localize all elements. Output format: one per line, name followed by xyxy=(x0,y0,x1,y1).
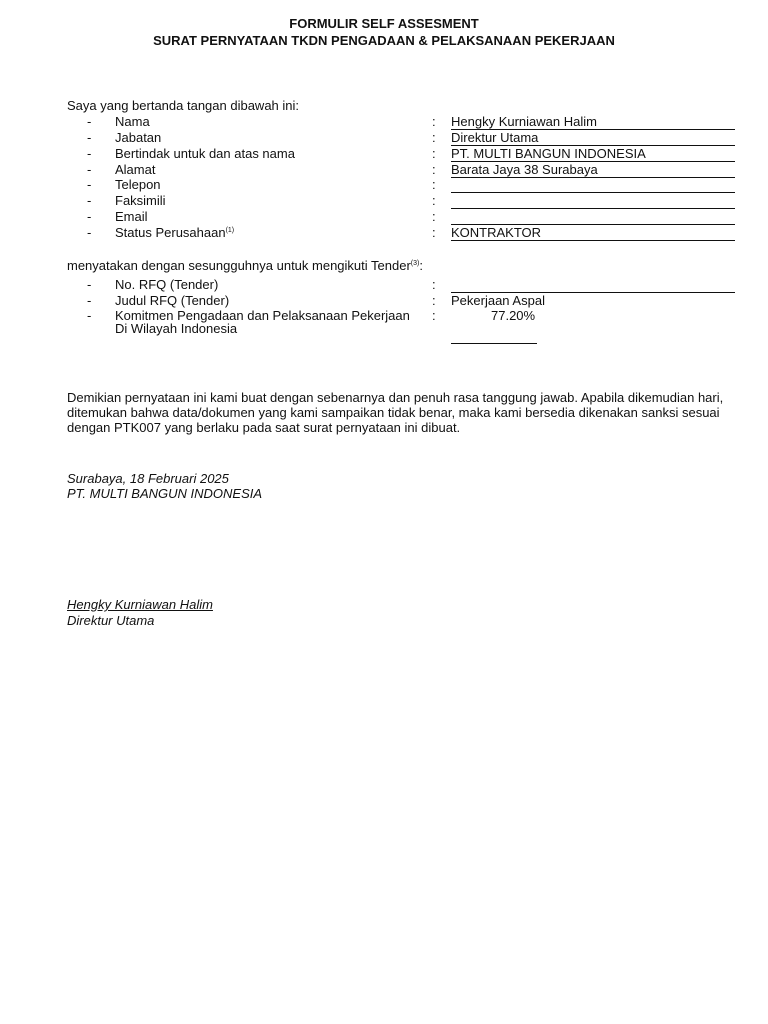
bullet-dash: - xyxy=(87,209,92,224)
field-value-jabatan: Direktur Utama xyxy=(451,130,735,146)
field-row-atas-nama xyxy=(0,146,768,162)
bullet-dash: - xyxy=(87,193,92,208)
field-colon: : xyxy=(432,177,436,192)
field-row-rfq-no xyxy=(0,277,768,293)
bullet-dash: - xyxy=(87,177,92,192)
field-row-nama xyxy=(0,114,768,130)
field-label: Jabatan xyxy=(115,130,162,145)
signer-position: Direktur Utama xyxy=(67,613,155,628)
field-label-text: Status Perusahaan xyxy=(115,225,226,240)
field-value-status: KONTRAKTOR xyxy=(451,225,735,241)
statement-text xyxy=(67,258,423,274)
field-colon: : xyxy=(432,193,436,208)
signer-name: Hengky Kurniawan Halim xyxy=(67,597,213,612)
field-row-email xyxy=(0,209,768,225)
field-row-rfq-title xyxy=(0,293,768,309)
field-label: Faksimili xyxy=(115,193,166,208)
field-label: Judul RFQ (Tender) xyxy=(115,293,230,308)
field-row-telepon xyxy=(0,177,768,193)
field-label: Email xyxy=(115,209,148,224)
bullet-dash: - xyxy=(87,293,92,308)
bullet-dash: - xyxy=(87,130,92,145)
intro-text: Saya yang bertanda tangan dibawah ini: xyxy=(67,98,300,113)
statement-body: menyatakan dengan sesungguhnya untuk mengikuti Tender xyxy=(67,258,411,273)
field-value-nama: Hengky Kurniawan Halim xyxy=(451,114,735,130)
field-colon: : xyxy=(432,130,436,145)
field-value-atas-nama: PT. MULTI BANGUN INDONESIA xyxy=(451,146,735,162)
field-row-status xyxy=(0,225,768,241)
footnote-marker: (3) xyxy=(410,260,420,267)
field-value-rfq-no xyxy=(451,277,735,293)
field-colon: : xyxy=(432,293,436,308)
closing-line: ditemukan bahwa data/dokumen yang kami sampaikan tidak benar, maka kami bersedia dikenakan sanksi sesuai xyxy=(67,405,720,420)
field-colon: : xyxy=(432,225,436,240)
commitment-percentage: 77.20% xyxy=(491,308,536,323)
field-value-faksimili xyxy=(451,193,735,209)
bullet-dash: - xyxy=(87,146,92,161)
footnote-marker: (1) xyxy=(225,227,235,234)
bullet-dash: - xyxy=(87,308,92,323)
place-date: Surabaya, 18 Februari 2025 xyxy=(67,471,229,486)
field-colon: : xyxy=(432,114,436,129)
field-colon: : xyxy=(432,209,436,224)
field-label: No. RFQ (Tender) xyxy=(115,277,219,292)
field-colon: : xyxy=(432,162,436,177)
company-name: PT. MULTI BANGUN INDONESIA xyxy=(67,486,263,501)
closing-paragraph xyxy=(67,390,727,435)
closing-line: dengan PTK007 yang berlaku pada saat surat pernyataan ini dibuat. xyxy=(67,420,461,435)
field-value-rfq-title: Pekerjaan Aspal xyxy=(451,293,545,308)
form-subtitle: SURAT PERNYATAAN TKDN PENGADAAN & PELAKSANAAN PEKERJAAN xyxy=(153,33,615,48)
field-colon: : xyxy=(432,308,436,323)
field-row-jabatan xyxy=(0,130,768,146)
field-row-alamat xyxy=(0,162,768,178)
field-label: Alamat xyxy=(115,162,156,177)
field-value-telepon xyxy=(451,177,735,193)
field-label-continued: Di Wilayah Indonesia xyxy=(115,321,238,336)
field-colon: : xyxy=(432,146,436,161)
field-label: Bertindak untuk dan atas nama xyxy=(115,146,295,161)
field-value-alamat: Barata Jaya 38 Surabaya xyxy=(451,162,735,178)
bullet-dash: - xyxy=(87,114,92,129)
form-title: FORMULIR SELF ASSESMENT xyxy=(289,16,479,31)
bullet-dash: - xyxy=(87,277,92,292)
field-label: Komitmen Pengadaan dan Pelaksanaan Pekerjaan xyxy=(115,308,410,323)
statement-suffix: : xyxy=(419,258,423,273)
commitment-underline xyxy=(451,343,537,344)
field-value-email xyxy=(451,209,735,225)
field-label: Telepon xyxy=(115,177,161,192)
field-label xyxy=(115,225,234,241)
field-colon: : xyxy=(432,277,436,292)
field-row-faksimili xyxy=(0,193,768,209)
bullet-dash: - xyxy=(87,225,92,240)
bullet-dash: - xyxy=(87,162,92,177)
field-label: Nama xyxy=(115,114,150,129)
closing-line: Demikian pernyataan ini kami buat dengan sebenarnya dan penuh rasa tanggung jawab. Apabila dikemudian hari, xyxy=(67,390,724,405)
